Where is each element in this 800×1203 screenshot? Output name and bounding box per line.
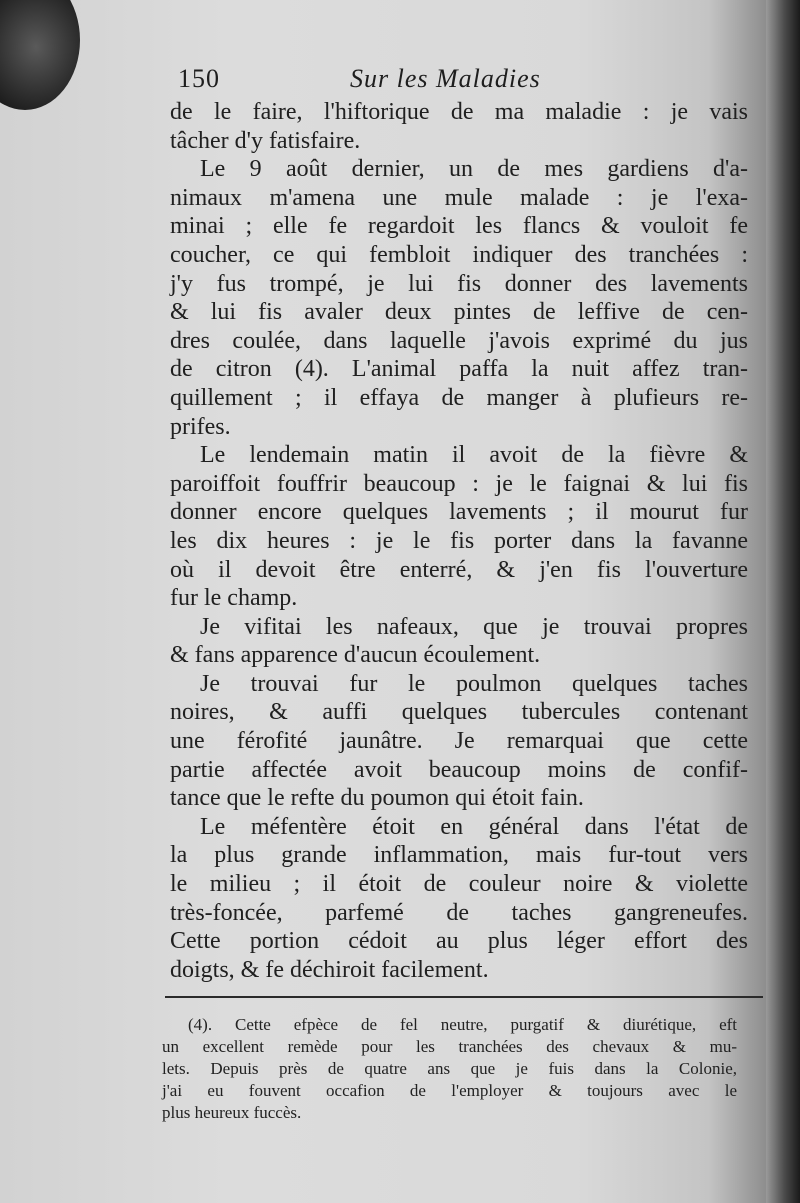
body-line: très-foncée, parfemé de taches gangreneufes. xyxy=(170,899,748,926)
body-line: quillement ; il effaya de manger à plufieurs re- xyxy=(170,384,748,411)
body-line: fur le champ. xyxy=(170,585,298,612)
body-line: de citron (4). L'animal paffa la nuit affez tran- xyxy=(170,356,748,383)
body-line: Le lendemain matin il avoit de la fièvre & xyxy=(200,442,748,469)
body-line: les dix heures : je le fis porter dans la favanne xyxy=(170,527,748,554)
body-line: la plus grande inflammation, mais fur-tout vers xyxy=(170,842,748,869)
body-line: minai ; elle fe regardoit les flancs & vouloit fe xyxy=(170,213,748,240)
running-head: Sur les Maladies xyxy=(350,64,541,93)
body-line: doigts, & fe déchiroit facilement. xyxy=(170,956,489,983)
body-line: de le faire, l'hiftorique de ma maladie : je vais xyxy=(170,99,748,125)
body-line: Le méfentère étoit en général dans l'état de xyxy=(200,813,748,840)
body-line: tance que le refte du poumon qui étoit fain. xyxy=(170,785,584,812)
body-text xyxy=(170,98,748,984)
body-line: prifes. xyxy=(170,413,231,440)
footnote-line: lets. Depuis près de quatre ans que je fuis dans la Colonie, xyxy=(162,1059,737,1078)
body-line: partie affectée avoit beaucoup moins de confif- xyxy=(170,756,748,783)
body-line: coucher, ce qui fembloit indiquer des tranchées : xyxy=(170,241,748,268)
thumb-shadow xyxy=(0,0,80,110)
footnote-line: (4). Cette efpèce de fel neutre, purgatif & diurétique, eft xyxy=(188,1015,737,1034)
body-line: nimaux m'amena une mule malade : je l'exa- xyxy=(170,184,748,211)
body-line: où il devoit être enterré, & j'en fis l'ouverture xyxy=(170,556,748,583)
body-line: Le 9 août dernier, un de mes gardiens d'a- xyxy=(200,156,748,183)
body-line: Cette portion cédoit au plus léger effort des xyxy=(170,928,748,955)
body-line: tâcher d'y fatisfaire. xyxy=(170,127,361,154)
footnote-line: j'ai eu fouvent occafion de l'employer & toujours avec le xyxy=(162,1081,737,1100)
book-gutter xyxy=(766,0,800,1203)
page-number: 150 xyxy=(178,64,220,93)
body-line: & fans apparence d'aucun écoulement. xyxy=(170,642,541,669)
body-line: le milieu ; il étoit de couleur noire & violette xyxy=(170,871,748,898)
body-line: & lui fis avaler deux pintes de leffive de cen- xyxy=(170,299,748,326)
footnote xyxy=(162,1014,737,1124)
page-header xyxy=(178,64,778,100)
body-line: donner encore quelques lavements ; il mourut fur xyxy=(170,499,748,526)
body-line: noires, & auffi quelques tubercules contenant xyxy=(170,699,748,726)
body-line: dres coulée, dans laquelle j'avois exprimé du jus xyxy=(170,327,748,354)
body-line: Je vifitai les nafeaux, que je trouvai propres xyxy=(200,613,748,640)
body-line: j'y fus trompé, je lui fis donner des lavements xyxy=(170,270,748,297)
body-line: paroiffoit fouffrir beaucoup : je le faignai & lui fis xyxy=(170,470,748,497)
footnote-line: plus heureux fuccès. xyxy=(162,1103,302,1122)
body-line: une férofité jaunâtre. Je remarquai que cette xyxy=(170,728,748,755)
body-line: Je trouvai fur le poulmon quelques taches xyxy=(200,670,748,697)
footnote-line: un excellent remède pour les tranchées des chevaux & mu- xyxy=(162,1037,737,1056)
footnote-rule xyxy=(165,996,763,998)
